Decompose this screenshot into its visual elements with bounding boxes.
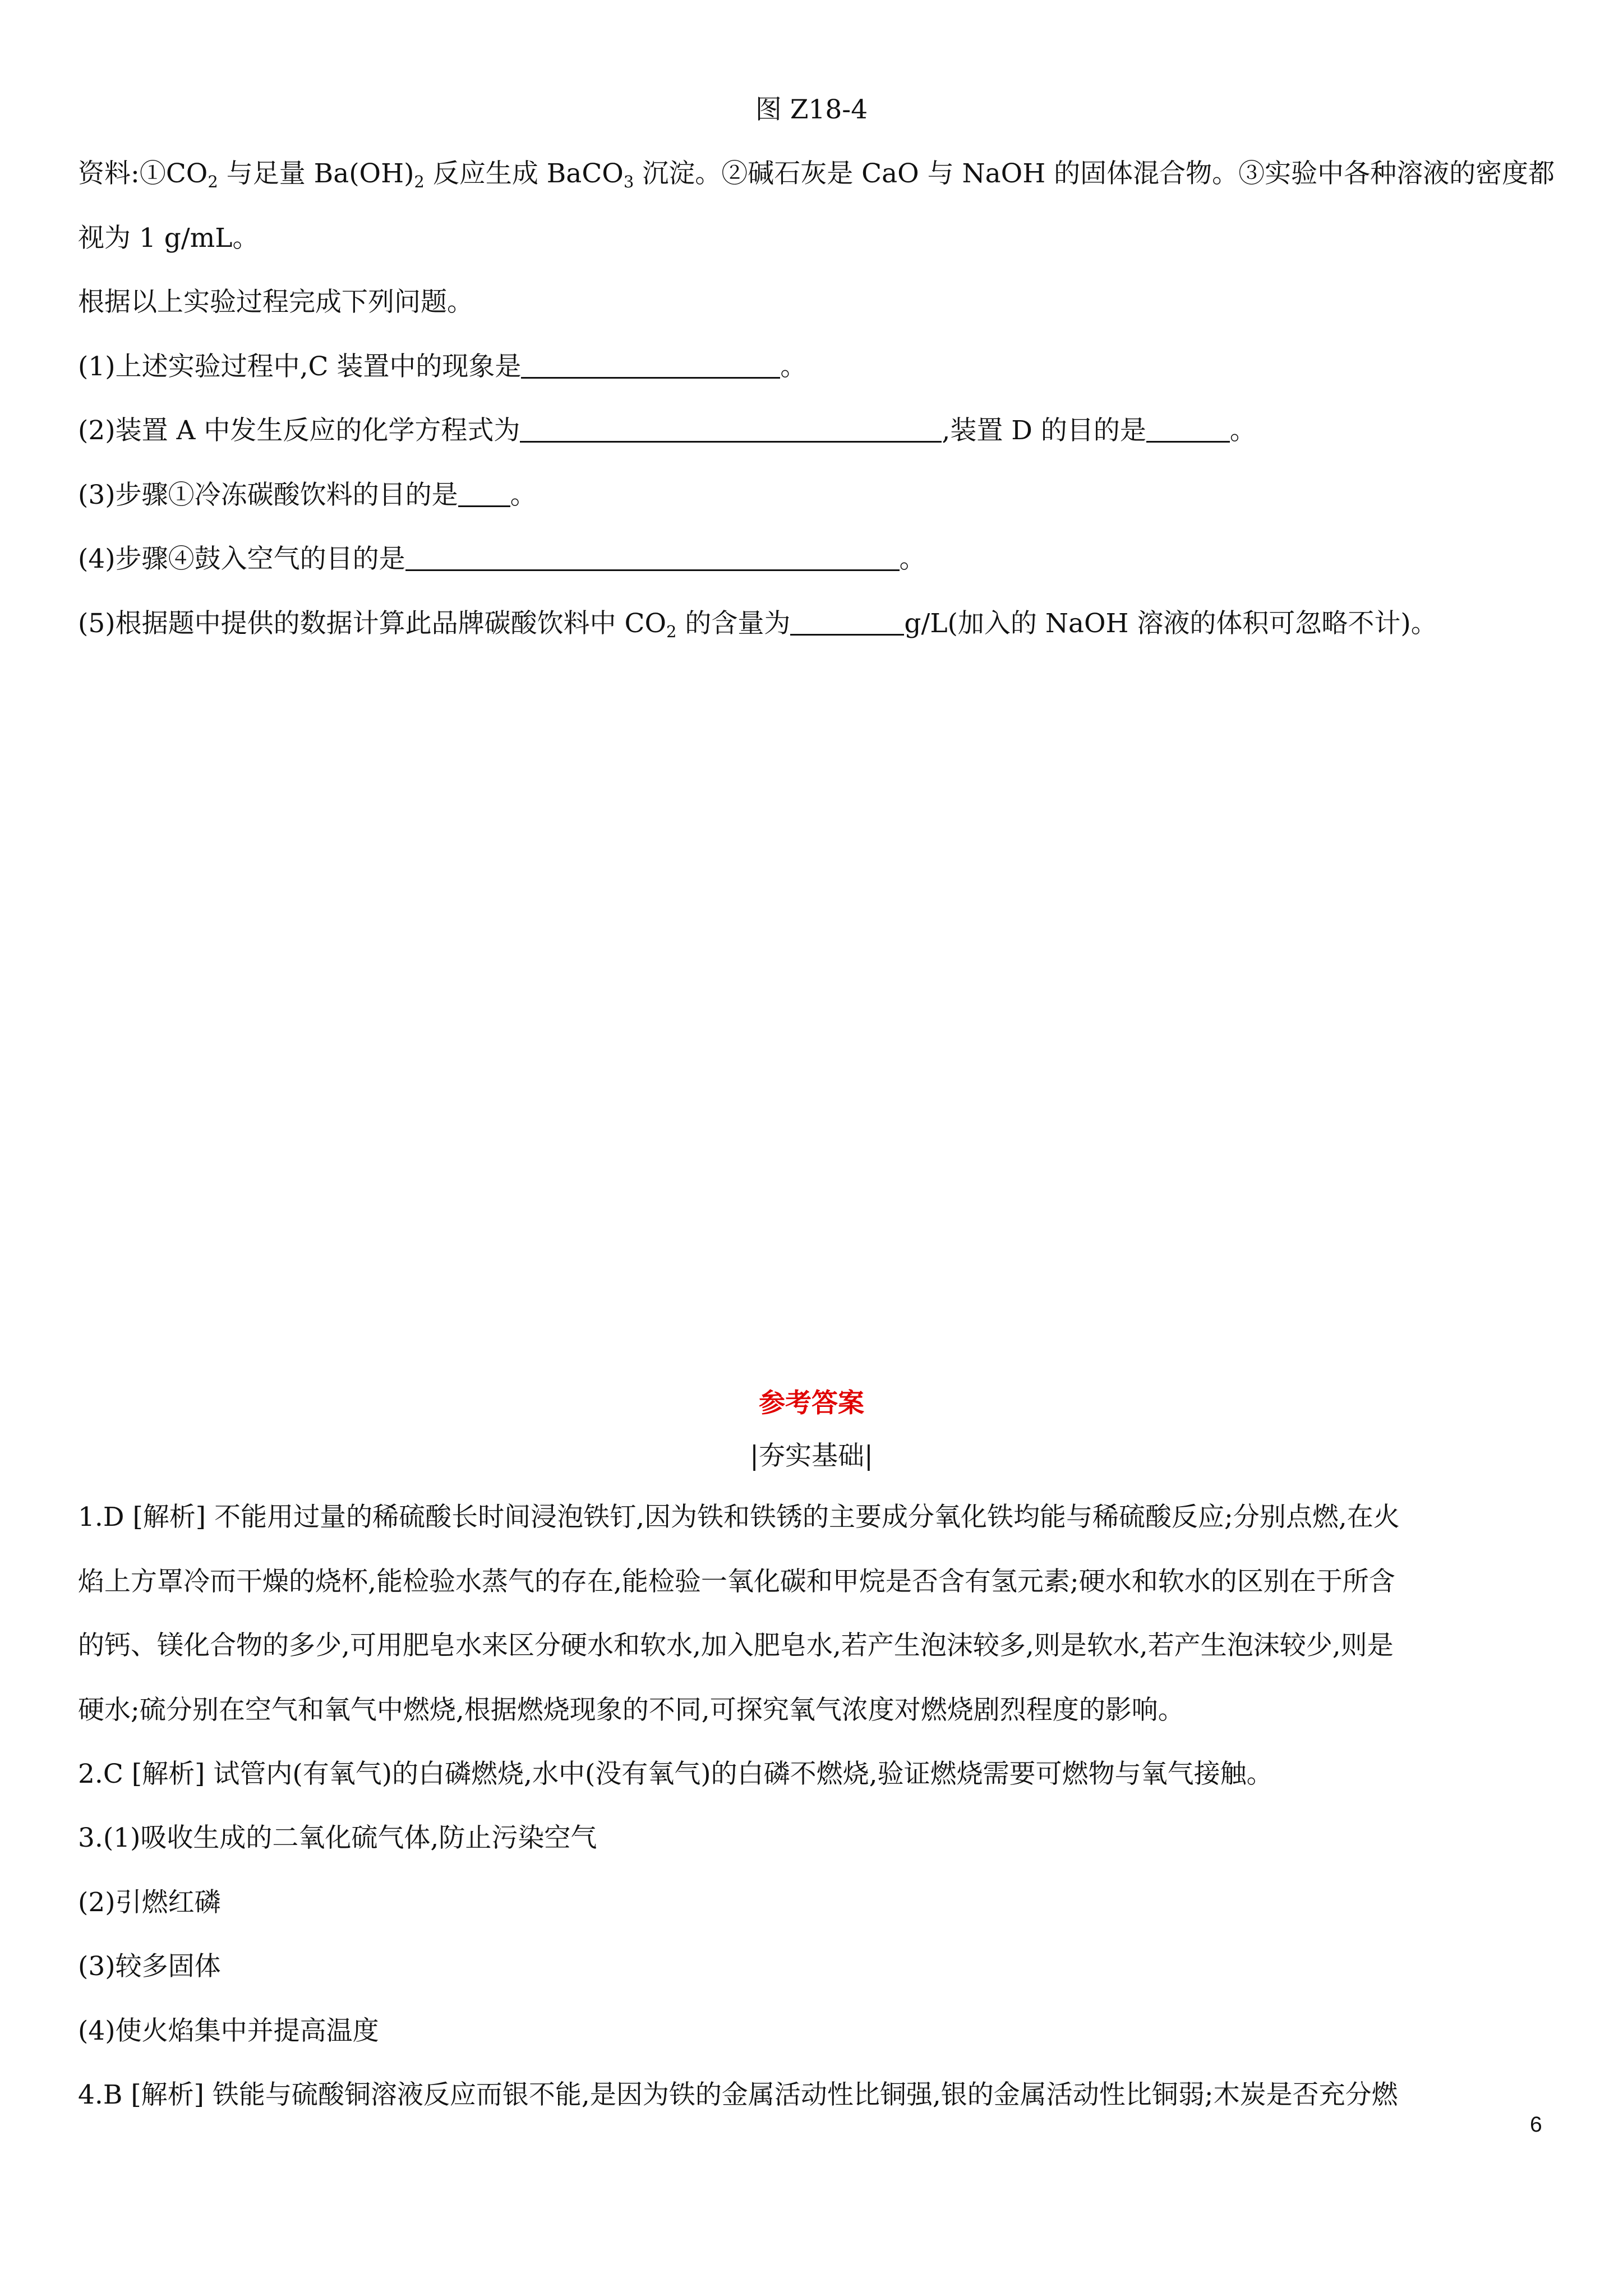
answer-3-part-2: [78, 1887, 221, 1919]
text-run: 视为 1 g/mL。: [78, 223, 259, 254]
subscript: 2: [666, 622, 677, 641]
text-run: (4)步骤④鼓入空气的目的是: [78, 544, 405, 574]
question-1: [78, 351, 806, 383]
text-run: 的含量为: [676, 608, 791, 639]
text-run: (5)根据题中提供的数据计算此品牌碳酸饮料中 CO: [78, 608, 667, 639]
page-number: 6: [1530, 2113, 1542, 2137]
answer-blank-3: [1146, 416, 1230, 443]
answer-blank-2: [520, 416, 942, 443]
subscript: 2: [208, 172, 218, 191]
answer-2: [78, 1758, 1273, 1791]
answers-title: [0, 1387, 1623, 1420]
text-run: 3.(1)吸收生成的二氧化硫气体,防止污染空气: [78, 1823, 597, 1853]
text-run: (3)步骤①冷冻碳酸饮料的目的是: [78, 480, 458, 510]
text-run: 硬水;硫分别在空气和氧气中燃烧,根据燃烧现象的不同,可探究氧气浓度对燃烧剧烈程度的影响。: [78, 1695, 1184, 1726]
text-run: 。: [899, 544, 926, 574]
subscript: 2: [414, 172, 425, 191]
answer-blank-5: [405, 545, 900, 571]
section-title: |夯实基础|: [750, 1441, 873, 1471]
question-5: [78, 608, 1437, 640]
text-run: 。: [1229, 415, 1256, 446]
text-run: ,装置 D 的目的是: [942, 415, 1146, 446]
subscript: 3: [623, 172, 634, 191]
materials-line-1: [78, 158, 1555, 190]
answer-blank-4: [458, 481, 510, 507]
text-run: (1)上述实验过程中,C 装置中的现象是: [78, 351, 522, 382]
text-run: g/L(加入的 NaOH 溶液的体积可忽略不计)。: [904, 608, 1437, 639]
answer-1-line-2: [78, 1566, 1395, 1598]
answer-1-line-1: [78, 1501, 1400, 1534]
text-run: 。: [780, 351, 807, 382]
answer-3-part-4: [78, 2015, 379, 2047]
answer-3-part-1: [78, 1822, 597, 1855]
answer-1-line-3: [78, 1630, 1394, 1662]
text-run: (2)装置 A 中发生反应的化学方程式为: [78, 415, 520, 446]
text-run: 的钙、镁化合物的多少,可用肥皂水来区分硬水和软水,加入肥皂水,若产生泡沫较多,则是软水,若产生泡沫较少,则是: [78, 1630, 1394, 1661]
text-run: (4)使火焰集中并提高温度: [78, 2016, 379, 2046]
instruction-line: 根据以上实验过程完成下列问题。: [78, 287, 473, 318]
answer-blank-1: [521, 352, 780, 379]
question-2: [78, 415, 1256, 447]
answer-1-line-4: [78, 1694, 1184, 1727]
question-4: [78, 543, 926, 576]
text-run: 2.C [解析] 试管内(有氧气)的白磷燃烧,水中(没有氧气)的白磷不燃烧,验证燃烧需要可燃物与氧气接触。: [78, 1759, 1273, 1789]
figure-caption: 图 Z18-4: [755, 94, 868, 125]
text-run: 焰上方罩冷而干燥的烧杯,能检验水蒸气的存在,能检验一氧化碳和甲烷是否含有氢元素;硬水和软水的区别在于所含: [78, 1566, 1395, 1597]
answers-title-text: 参考答案: [759, 1388, 864, 1419]
text-run: 4.B [解析] 铁能与硫酸铜溶液反应而银不能,是因为铁的金属活动性比铜强,银的金属活动性比铜弱;木炭是否充分燃: [78, 2079, 1398, 2110]
text-run: 与足量 Ba(OH): [218, 158, 414, 189]
text-run: (2)引燃红磷: [78, 1887, 221, 1918]
answer-blank-6: [790, 609, 904, 636]
answer-3-part-3: [78, 1950, 221, 1983]
materials-line-2: [78, 222, 259, 255]
text-run: 沉淀。②碱石灰是 CaO 与 NaOH 的固体混合物。③实验中各种溶液的密度都: [634, 158, 1555, 189]
text-run: 1.D [解析] 不能用过量的稀硫酸长时间浸泡铁钉,因为铁和铁锈的主要成分氧化铁均能与稀硫酸反应;分别点燃,在火: [78, 1502, 1400, 1533]
text-run: 。: [510, 480, 537, 510]
text-run: (3)较多固体: [78, 1951, 221, 1982]
question-3: [78, 479, 537, 512]
answer-4: [78, 2079, 1398, 2111]
text-run: 反应生成 BaCO: [424, 158, 624, 189]
text-run: 资料:①CO: [78, 158, 208, 189]
